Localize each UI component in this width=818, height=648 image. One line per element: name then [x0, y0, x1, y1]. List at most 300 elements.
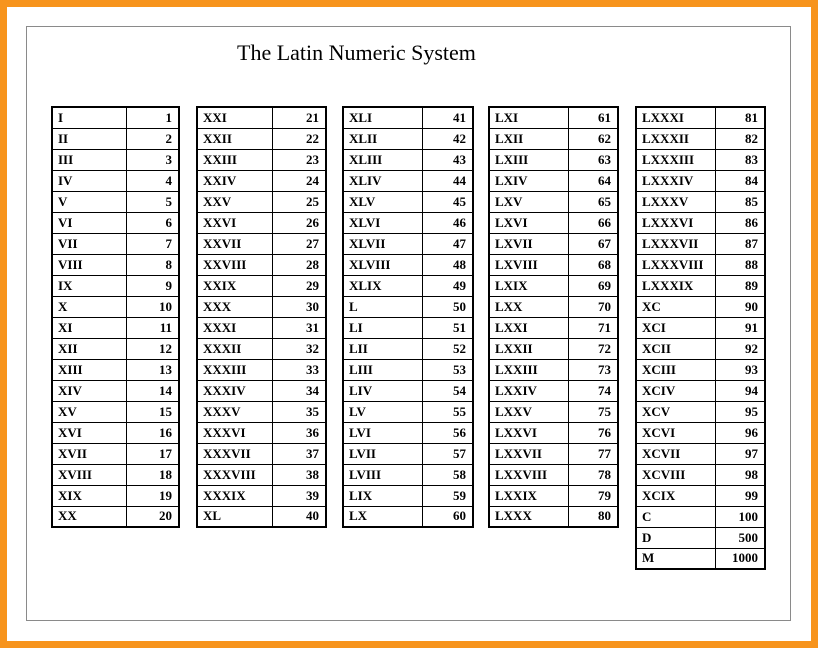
- table-row: [52, 380, 179, 401]
- roman-numeral-cell: LXXX: [489, 506, 568, 527]
- arabic-number-cell: 89: [715, 275, 765, 296]
- roman-numeral-cell: LXVII: [489, 233, 568, 254]
- table-row: [343, 128, 473, 149]
- roman-numeral-cell: LXIX: [489, 275, 568, 296]
- roman-numeral-cell: XXXI: [197, 317, 272, 338]
- roman-numeral-cell: XIV: [52, 380, 127, 401]
- roman-numeral-cell: LXXIV: [489, 380, 568, 401]
- arabic-number-cell: 70: [568, 296, 618, 317]
- table-row: [636, 485, 765, 506]
- roman-numeral-cell: D: [636, 527, 715, 548]
- arabic-number-cell: 50: [422, 296, 473, 317]
- arabic-number-cell: 11: [127, 317, 179, 338]
- table-row: [343, 401, 473, 422]
- arabic-number-cell: 30: [272, 296, 326, 317]
- arabic-number-cell: 17: [127, 443, 179, 464]
- arabic-number-cell: 500: [715, 527, 765, 548]
- arabic-number-cell: 1: [127, 107, 179, 128]
- arabic-number-cell: 28: [272, 254, 326, 275]
- table-row: [197, 275, 326, 296]
- table-row: [343, 359, 473, 380]
- roman-numeral-cell: XIX: [52, 485, 127, 506]
- table-row: [489, 107, 618, 128]
- table-row: [489, 191, 618, 212]
- arabic-number-cell: 44: [422, 170, 473, 191]
- arabic-number-cell: 75: [568, 401, 618, 422]
- table-row: [52, 317, 179, 338]
- table-row: [489, 506, 618, 527]
- table-row: [636, 422, 765, 443]
- table-row: [197, 107, 326, 128]
- table-row: [489, 317, 618, 338]
- table-row: [52, 338, 179, 359]
- table-row: [343, 317, 473, 338]
- roman-numeral-cell: XII: [52, 338, 127, 359]
- table-row: [636, 548, 765, 569]
- arabic-number-cell: 7: [127, 233, 179, 254]
- table-row: [197, 380, 326, 401]
- arabic-number-cell: 78: [568, 464, 618, 485]
- roman-numeral-cell: LXXV: [489, 401, 568, 422]
- roman-numeral-cell: XXXII: [197, 338, 272, 359]
- roman-numeral-cell: XXIX: [197, 275, 272, 296]
- roman-numeral-cell: XXVIII: [197, 254, 272, 275]
- table-row: [343, 338, 473, 359]
- arabic-number-cell: 87: [715, 233, 765, 254]
- arabic-number-cell: 1000: [715, 548, 765, 569]
- roman-numeral-cell: III: [52, 149, 127, 170]
- table-row: [636, 296, 765, 317]
- roman-numeral-cell: LXX: [489, 296, 568, 317]
- table-row: [489, 254, 618, 275]
- roman-numeral-cell: LXVIII: [489, 254, 568, 275]
- arabic-number-cell: 3: [127, 149, 179, 170]
- table-row: [52, 275, 179, 296]
- roman-numeral-cell: V: [52, 191, 127, 212]
- roman-numeral-cell: XCII: [636, 338, 715, 359]
- roman-numeral-cell: X: [52, 296, 127, 317]
- roman-numeral-cell: XXVII: [197, 233, 272, 254]
- arabic-number-cell: 67: [568, 233, 618, 254]
- roman-numeral-cell: XXXVI: [197, 422, 272, 443]
- arabic-number-cell: 46: [422, 212, 473, 233]
- roman-numeral-cell: LXXXIV: [636, 170, 715, 191]
- numeral-table-3: [342, 106, 474, 528]
- roman-numeral-cell: LXXVIII: [489, 464, 568, 485]
- roman-numeral-cell: LXIII: [489, 149, 568, 170]
- arabic-number-cell: 23: [272, 149, 326, 170]
- table-row: [636, 212, 765, 233]
- numeral-table-2: [196, 106, 327, 528]
- roman-numeral-cell: XXVI: [197, 212, 272, 233]
- roman-numeral-cell: XXIII: [197, 149, 272, 170]
- table-row: [197, 128, 326, 149]
- roman-numeral-cell: C: [636, 506, 715, 527]
- table-row: [197, 233, 326, 254]
- arabic-number-cell: 74: [568, 380, 618, 401]
- roman-numeral-cell: LXII: [489, 128, 568, 149]
- arabic-number-cell: 72: [568, 338, 618, 359]
- table-row: [343, 443, 473, 464]
- arabic-number-cell: 16: [127, 422, 179, 443]
- table-row: [636, 275, 765, 296]
- arabic-number-cell: 49: [422, 275, 473, 296]
- roman-numeral-cell: LXXIX: [489, 485, 568, 506]
- table-row: [197, 191, 326, 212]
- roman-numeral-cell: XXXIX: [197, 485, 272, 506]
- roman-numeral-cell: LXXXI: [636, 107, 715, 128]
- roman-numeral-cell: XC: [636, 296, 715, 317]
- table-row: [489, 485, 618, 506]
- table-row: [197, 149, 326, 170]
- roman-numeral-cell: LI: [343, 317, 422, 338]
- arabic-number-cell: 58: [422, 464, 473, 485]
- arabic-number-cell: 61: [568, 107, 618, 128]
- table-row: [489, 128, 618, 149]
- arabic-number-cell: 4: [127, 170, 179, 191]
- arabic-number-cell: 96: [715, 422, 765, 443]
- roman-numeral-cell: XXXIV: [197, 380, 272, 401]
- table-row: [343, 506, 473, 527]
- arabic-number-cell: 6: [127, 212, 179, 233]
- arabic-number-cell: 29: [272, 275, 326, 296]
- numeral-table-4: [488, 106, 619, 528]
- arabic-number-cell: 15: [127, 401, 179, 422]
- arabic-number-cell: 51: [422, 317, 473, 338]
- arabic-number-cell: 14: [127, 380, 179, 401]
- roman-numeral-cell: LXXVII: [489, 443, 568, 464]
- roman-numeral-cell: LXXI: [489, 317, 568, 338]
- arabic-number-cell: 99: [715, 485, 765, 506]
- table-row: [636, 170, 765, 191]
- table-row: [52, 464, 179, 485]
- arabic-number-cell: 84: [715, 170, 765, 191]
- arabic-number-cell: 47: [422, 233, 473, 254]
- roman-numeral-cell: XCI: [636, 317, 715, 338]
- table-row: [343, 212, 473, 233]
- arabic-number-cell: 71: [568, 317, 618, 338]
- arabic-number-cell: 19: [127, 485, 179, 506]
- table-row: [636, 338, 765, 359]
- table-row: [489, 464, 618, 485]
- arabic-number-cell: 33: [272, 359, 326, 380]
- roman-numeral-cell: XVIII: [52, 464, 127, 485]
- roman-numeral-cell: XCV: [636, 401, 715, 422]
- roman-numeral-cell: XLVII: [343, 233, 422, 254]
- arabic-number-cell: 79: [568, 485, 618, 506]
- roman-numeral-cell: XVII: [52, 443, 127, 464]
- roman-numeral-cell: LXXII: [489, 338, 568, 359]
- roman-numeral-cell: XXV: [197, 191, 272, 212]
- table-row: [636, 107, 765, 128]
- arabic-number-cell: 65: [568, 191, 618, 212]
- arabic-number-cell: 86: [715, 212, 765, 233]
- roman-numeral-cell: LVIII: [343, 464, 422, 485]
- arabic-number-cell: 26: [272, 212, 326, 233]
- table-row: [52, 401, 179, 422]
- roman-numeral-cell: XXIV: [197, 170, 272, 191]
- table-row: [489, 359, 618, 380]
- arabic-number-cell: 62: [568, 128, 618, 149]
- arabic-number-cell: 13: [127, 359, 179, 380]
- arabic-number-cell: 10: [127, 296, 179, 317]
- roman-numeral-cell: XLII: [343, 128, 422, 149]
- table-row: [197, 338, 326, 359]
- roman-numeral-cell: XCIV: [636, 380, 715, 401]
- arabic-number-cell: 45: [422, 191, 473, 212]
- roman-numeral-cell: LXXIII: [489, 359, 568, 380]
- table-row: [343, 422, 473, 443]
- arabic-number-cell: 34: [272, 380, 326, 401]
- roman-numeral-cell: XI: [52, 317, 127, 338]
- roman-numeral-cell: XXX: [197, 296, 272, 317]
- arabic-number-cell: 64: [568, 170, 618, 191]
- page-title: The Latin Numeric System: [237, 40, 476, 65]
- roman-numeral-cell: VII: [52, 233, 127, 254]
- roman-numeral-cell: LXV: [489, 191, 568, 212]
- roman-numeral-cell: VI: [52, 212, 127, 233]
- table-row: [636, 233, 765, 254]
- roman-numeral-cell: LXXVI: [489, 422, 568, 443]
- arabic-number-cell: 69: [568, 275, 618, 296]
- arabic-number-cell: 43: [422, 149, 473, 170]
- table-row: [52, 485, 179, 506]
- arabic-number-cell: 66: [568, 212, 618, 233]
- roman-numeral-cell: LXXXVII: [636, 233, 715, 254]
- table-row: [343, 275, 473, 296]
- roman-numeral-cell: LX: [343, 506, 422, 527]
- roman-numeral-cell: VIII: [52, 254, 127, 275]
- arabic-number-cell: 31: [272, 317, 326, 338]
- roman-numeral-cell: XLIX: [343, 275, 422, 296]
- table-row: [489, 443, 618, 464]
- arabic-number-cell: 63: [568, 149, 618, 170]
- roman-numeral-cell: XX: [52, 506, 127, 527]
- roman-numeral-cell: LIV: [343, 380, 422, 401]
- roman-numeral-cell: IV: [52, 170, 127, 191]
- arabic-number-cell: 54: [422, 380, 473, 401]
- roman-numeral-cell: XXXIII: [197, 359, 272, 380]
- arabic-number-cell: 21: [272, 107, 326, 128]
- table-row: [489, 380, 618, 401]
- roman-numeral-cell: LXXXIII: [636, 149, 715, 170]
- table-row: [343, 464, 473, 485]
- roman-numeral-cell: XL: [197, 506, 272, 527]
- arabic-number-cell: 37: [272, 443, 326, 464]
- arabic-number-cell: 76: [568, 422, 618, 443]
- roman-numeral-cell: LVII: [343, 443, 422, 464]
- arabic-number-cell: 18: [127, 464, 179, 485]
- arabic-number-cell: 100: [715, 506, 765, 527]
- table-row: [489, 170, 618, 191]
- table-row: [489, 338, 618, 359]
- roman-numeral-cell: XXII: [197, 128, 272, 149]
- table-row: [52, 254, 179, 275]
- table-row: [52, 191, 179, 212]
- arabic-number-cell: 56: [422, 422, 473, 443]
- table-row: [489, 296, 618, 317]
- table-row: [343, 149, 473, 170]
- roman-numeral-cell: LXXXVIII: [636, 254, 715, 275]
- arabic-number-cell: 91: [715, 317, 765, 338]
- roman-numeral-cell: LIII: [343, 359, 422, 380]
- arabic-number-cell: 5: [127, 191, 179, 212]
- arabic-number-cell: 88: [715, 254, 765, 275]
- roman-numeral-cell: XCIX: [636, 485, 715, 506]
- roman-numeral-cell: XCIII: [636, 359, 715, 380]
- arabic-number-cell: 20: [127, 506, 179, 527]
- table-row: [52, 170, 179, 191]
- table-row: [197, 443, 326, 464]
- roman-numeral-cell: IX: [52, 275, 127, 296]
- table-row: [52, 359, 179, 380]
- arabic-number-cell: 55: [422, 401, 473, 422]
- arabic-number-cell: 80: [568, 506, 618, 527]
- table-row: [489, 422, 618, 443]
- table-row: [636, 191, 765, 212]
- table-row: [636, 317, 765, 338]
- roman-numeral-cell: I: [52, 107, 127, 128]
- roman-numeral-cell: XLV: [343, 191, 422, 212]
- roman-numeral-cell: XXI: [197, 107, 272, 128]
- table-row: [636, 401, 765, 422]
- table-row: [197, 254, 326, 275]
- table-row: [197, 506, 326, 527]
- table-row: [52, 149, 179, 170]
- arabic-number-cell: 92: [715, 338, 765, 359]
- roman-numeral-cell: XLVIII: [343, 254, 422, 275]
- roman-numeral-cell: XCVII: [636, 443, 715, 464]
- table-row: [636, 149, 765, 170]
- table-row: [343, 296, 473, 317]
- arabic-number-cell: 97: [715, 443, 765, 464]
- table-row: [636, 380, 765, 401]
- roman-numeral-cell: LXVI: [489, 212, 568, 233]
- table-row: [52, 296, 179, 317]
- arabic-number-cell: 42: [422, 128, 473, 149]
- table-row: [197, 317, 326, 338]
- table-row: [489, 149, 618, 170]
- table-row: [52, 233, 179, 254]
- arabic-number-cell: 60: [422, 506, 473, 527]
- table-row: [52, 506, 179, 527]
- arabic-number-cell: 59: [422, 485, 473, 506]
- table-row: [636, 128, 765, 149]
- table-row: [343, 485, 473, 506]
- arabic-number-cell: 52: [422, 338, 473, 359]
- arabic-number-cell: 81: [715, 107, 765, 128]
- table-row: [197, 170, 326, 191]
- table-row: [636, 359, 765, 380]
- roman-numeral-cell: XXXVIII: [197, 464, 272, 485]
- arabic-number-cell: 39: [272, 485, 326, 506]
- table-row: [636, 254, 765, 275]
- roman-numeral-cell: LV: [343, 401, 422, 422]
- roman-numeral-cell: LXXXII: [636, 128, 715, 149]
- arabic-number-cell: 94: [715, 380, 765, 401]
- table-row: [52, 212, 179, 233]
- table-row: [343, 107, 473, 128]
- table-row: [489, 233, 618, 254]
- arabic-number-cell: 68: [568, 254, 618, 275]
- roman-numeral-cell: M: [636, 548, 715, 569]
- arabic-number-cell: 22: [272, 128, 326, 149]
- table-row: [52, 443, 179, 464]
- arabic-number-cell: 83: [715, 149, 765, 170]
- table-row: [197, 296, 326, 317]
- numeral-table-1: [51, 106, 180, 528]
- roman-numeral-cell: LXIV: [489, 170, 568, 191]
- arabic-number-cell: 9: [127, 275, 179, 296]
- roman-numeral-cell: XV: [52, 401, 127, 422]
- table-row: [343, 170, 473, 191]
- table-row: [52, 422, 179, 443]
- arabic-number-cell: 53: [422, 359, 473, 380]
- roman-numeral-cell: LIX: [343, 485, 422, 506]
- roman-numeral-cell: L: [343, 296, 422, 317]
- roman-numeral-cell: LII: [343, 338, 422, 359]
- table-row: [197, 401, 326, 422]
- table-row: [197, 359, 326, 380]
- roman-numeral-cell: LXXXIX: [636, 275, 715, 296]
- table-row: [197, 464, 326, 485]
- table-row: [52, 107, 179, 128]
- table-row: [197, 485, 326, 506]
- table-row: [343, 380, 473, 401]
- table-row: [52, 128, 179, 149]
- page-frame: [7, 7, 811, 641]
- arabic-number-cell: 8: [127, 254, 179, 275]
- arabic-number-cell: 36: [272, 422, 326, 443]
- arabic-number-cell: 32: [272, 338, 326, 359]
- table-row: [636, 464, 765, 485]
- arabic-number-cell: 41: [422, 107, 473, 128]
- roman-numeral-cell: XLVI: [343, 212, 422, 233]
- arabic-number-cell: 57: [422, 443, 473, 464]
- roman-numeral-cell: XLIV: [343, 170, 422, 191]
- arabic-number-cell: 95: [715, 401, 765, 422]
- table-row: [343, 254, 473, 275]
- arabic-number-cell: 40: [272, 506, 326, 527]
- arabic-number-cell: 12: [127, 338, 179, 359]
- arabic-number-cell: 73: [568, 359, 618, 380]
- arabic-number-cell: 25: [272, 191, 326, 212]
- numeral-table-5: [635, 106, 766, 570]
- table-row: [636, 527, 765, 548]
- table-row: [343, 191, 473, 212]
- arabic-number-cell: 93: [715, 359, 765, 380]
- table-row: [489, 275, 618, 296]
- table-row: [636, 506, 765, 527]
- arabic-number-cell: 82: [715, 128, 765, 149]
- arabic-number-cell: 35: [272, 401, 326, 422]
- arabic-number-cell: 77: [568, 443, 618, 464]
- roman-numeral-cell: II: [52, 128, 127, 149]
- arabic-number-cell: 90: [715, 296, 765, 317]
- roman-numeral-cell: LVI: [343, 422, 422, 443]
- roman-numeral-cell: XIII: [52, 359, 127, 380]
- table-row: [489, 212, 618, 233]
- table-row: [197, 422, 326, 443]
- arabic-number-cell: 48: [422, 254, 473, 275]
- roman-numeral-cell: LXXXV: [636, 191, 715, 212]
- roman-numeral-cell: XXXV: [197, 401, 272, 422]
- table-row: [489, 401, 618, 422]
- arabic-number-cell: 85: [715, 191, 765, 212]
- table-row: [636, 443, 765, 464]
- arabic-number-cell: 98: [715, 464, 765, 485]
- roman-numeral-cell: XCVI: [636, 422, 715, 443]
